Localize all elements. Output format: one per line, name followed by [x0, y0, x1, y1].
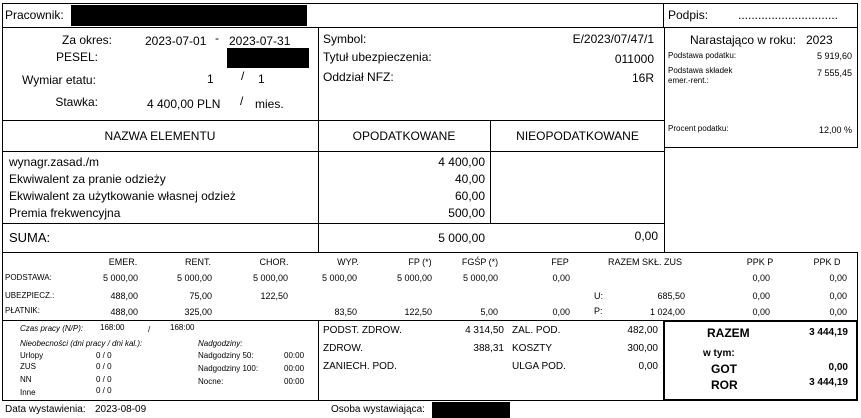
contrib-emer: 5 000,00	[102, 273, 138, 283]
absence-item-label: Urlopy	[20, 351, 44, 360]
signature-line: ..............................	[738, 8, 839, 22]
rate-label: Stawka:	[55, 95, 98, 109]
contrib-ppkp: 0,00	[752, 307, 770, 317]
contrib-zus-prefix: P:	[594, 306, 603, 316]
col-name-header: NAZWA ELEMENTU	[104, 129, 216, 143]
sum-untaxed: 0,00	[634, 229, 658, 243]
period-sep: -	[215, 31, 219, 45]
worktime-label: Czas pracy (N/P):	[20, 324, 84, 333]
worktime-n: 168:00	[100, 323, 125, 332]
absence-item-label: ZUS	[20, 362, 36, 371]
col-untaxed-header: NIEOPODATKOWANE	[516, 129, 639, 143]
ytd-label: Narastająco w roku:	[690, 33, 797, 47]
insurance-value: 011000	[614, 52, 654, 66]
absence-item-value: 0 / 0	[96, 375, 112, 384]
contrib-zus-prefix: U:	[594, 291, 603, 301]
symbol-label: Symbol:	[323, 32, 367, 46]
signature-label: Podpis:	[668, 8, 709, 22]
contrib-chor: 122,50	[260, 291, 288, 301]
contrib-header-wyp: WYP.	[337, 257, 359, 267]
header-divider	[663, 3, 664, 28]
tax-pct-value: 12,00 %	[818, 125, 852, 135]
tax-advance-value: 482,00	[627, 325, 658, 336]
period-label: Za okres:	[61, 33, 112, 47]
tax-base-label: Podstawa podatku:	[668, 51, 737, 60]
element-name: wynagr.zasad./m	[9, 155, 100, 169]
contrib-emer: 488,00	[110, 307, 138, 317]
contrib-rent: 325,00	[184, 307, 212, 317]
nfz-value: 16R	[631, 71, 654, 85]
health-base-label: PODST. ZDROW.	[323, 325, 402, 336]
contrib-row-label: PŁATNIK:	[5, 306, 40, 315]
contrib-header-zus: RAZEM SKŁ. ZUS	[607, 257, 682, 267]
fte-num: 1	[207, 72, 214, 86]
issue-date-label: Data wystawienia:	[5, 404, 86, 415]
contrib-header-fep: FEP	[551, 257, 569, 267]
overtime-item-value: 00:00	[284, 351, 305, 360]
symbol-value: E/2023/07/47/1	[572, 32, 654, 46]
absence-item-value: 0 / 0	[96, 386, 112, 395]
sum-line	[2, 223, 665, 224]
elements-header-line	[2, 151, 665, 152]
element-name: Ekwiwalent za pranie odzieży	[9, 172, 166, 186]
tax-base-value: 5 919,60	[816, 51, 852, 61]
overtime-item-label: Nocne:	[198, 377, 224, 386]
tax-costs-value: 300,00	[627, 343, 658, 354]
rate-unit: mies.	[255, 97, 284, 111]
rate-value: 4 400,00 PLN	[147, 97, 221, 111]
health-deducted-label: ZANIECH. POD.	[323, 361, 397, 372]
overtime-item-label: Nadgodziny 100:	[198, 364, 259, 373]
contrib-base-label-1: Podstawa składek	[668, 66, 733, 75]
tax-pct-label: Procent podatku:	[668, 124, 729, 133]
contrib-fp: 5 000,00	[396, 273, 432, 283]
fte-label: Wymiar etatu:	[22, 73, 96, 87]
contrib-header-ppkd: PPK D	[813, 257, 841, 267]
worktime-slash: /	[148, 325, 151, 334]
absence-item-label: NN	[20, 375, 32, 384]
fte-den: 1	[258, 72, 265, 86]
absence-label: Nieobecności (dni pracy / dni kal.):	[20, 339, 143, 348]
contrib-header-fp: FP (*)	[408, 257, 432, 267]
sum-taxed: 5 000,00	[438, 231, 485, 245]
contrib-chor: 5 000,00	[252, 273, 288, 283]
contrib-row-label: PODSTAWA:	[5, 273, 52, 282]
contrib-wyp: 5 000,00	[321, 273, 357, 283]
contrib-base-label-2: emer.-rent.:	[668, 76, 709, 85]
contrib-header-chor: CHOR.	[259, 257, 289, 267]
contrib-header-rent: RENT.	[184, 257, 211, 267]
contrib-emer: 488,00	[110, 291, 138, 301]
tax-costs-label: KOSZTY	[512, 343, 553, 354]
employee-label: Pracownik:	[5, 8, 64, 22]
absence-item-value: 0 / 0	[96, 362, 112, 371]
cash-label: GOT	[711, 362, 737, 376]
tax-relief-label: ULGA POD.	[512, 361, 566, 372]
contrib-ppkd: 0,00	[829, 307, 847, 317]
fte-slash: /	[241, 69, 245, 83]
health-label: ZDROW.	[323, 343, 363, 354]
contrib-fep: 0,00	[552, 273, 570, 283]
health-value: 388,31	[473, 343, 504, 354]
absence-item-value: 0 / 0	[96, 351, 112, 360]
period-to: 2023-07-31	[229, 34, 291, 48]
contrib-wyp: 83,50	[334, 307, 357, 317]
info-divider	[318, 27, 319, 121]
contrib-ppkd: 0,00	[829, 273, 847, 283]
tax-advance-label: ZAL. POD.	[512, 325, 561, 336]
contrib-header-emer: EMER.	[108, 257, 138, 267]
contrib-zus: 685,50	[657, 291, 685, 301]
overtime-label: Nadgodziny:	[198, 339, 243, 348]
pesel-label: PESEL:	[55, 50, 98, 64]
col-taxed-header: OPODATKOWANE	[352, 129, 456, 143]
nfz-label: Oddział NFZ:	[323, 70, 394, 84]
period-from: 2023-07-01	[145, 34, 207, 48]
health-base-value: 4 314,50	[465, 325, 504, 336]
sum-label: SUMA:	[9, 230, 51, 245]
rate-slash: /	[240, 94, 244, 108]
overtime-item-value: 00:00	[284, 364, 305, 373]
employee-name-redacted	[71, 5, 307, 26]
element-taxed: 500,00	[448, 206, 485, 220]
total-label: RAZEM	[707, 326, 750, 340]
total-incl-label: w tym:	[703, 348, 735, 359]
issuer-name-redacted	[432, 402, 510, 418]
insurance-label: Tytuł ubezpieczenia:	[323, 50, 432, 64]
element-taxed: 40,00	[454, 172, 485, 186]
contrib-rent: 5 000,00	[176, 273, 212, 283]
contrib-row-label: UBEZPIECZ.:	[5, 291, 55, 300]
worktime-p: 168:00	[170, 323, 195, 332]
contrib-ppkp: 0,00	[752, 291, 770, 301]
contrib-rent: 75,00	[189, 291, 212, 301]
ytd-year: 2023	[806, 33, 833, 47]
contrib-header-ppkp: PPK P	[746, 257, 774, 267]
contrib-base-value: 7 555,45	[816, 68, 852, 78]
contrib-zus: 1 024,00	[649, 307, 685, 317]
issue-date: 2023-08-09	[95, 404, 147, 415]
element-name: Premia frekwencyjna	[9, 206, 121, 220]
contrib-ppkd: 0,00	[829, 291, 847, 301]
transfer-label: ROR	[711, 378, 738, 392]
element-name: Ekwiwalent za użytkowanie własnej odzież	[9, 189, 236, 203]
tax-relief-value: 0,00	[638, 361, 658, 372]
absence-item-label: Inne	[20, 388, 36, 397]
contrib-fp: 122,50	[404, 307, 432, 317]
contrib-fgsp: 5 000,00	[462, 273, 498, 283]
total-value: 3 444,19	[809, 327, 848, 338]
pesel-redacted	[227, 48, 309, 68]
overtime-item-value: 00:00	[284, 377, 305, 386]
issuer-label: Osoba wystawiająca:	[331, 404, 425, 415]
overtime-item-label: Nadgodziny 50:	[198, 351, 254, 360]
transfer-value: 3 444,19	[809, 377, 848, 388]
cash-value: 0,00	[828, 362, 848, 373]
element-taxed: 4 400,00	[438, 155, 485, 169]
contrib-ppkp: 0,00	[752, 273, 770, 283]
contrib-fgsp: 5,00	[480, 307, 498, 317]
element-taxed: 60,00	[454, 189, 485, 203]
contrib-fep: 0,00	[552, 307, 570, 317]
bottom-divider-1	[318, 320, 319, 401]
contrib-header-fgsp: FGŚP (*)	[461, 257, 499, 267]
